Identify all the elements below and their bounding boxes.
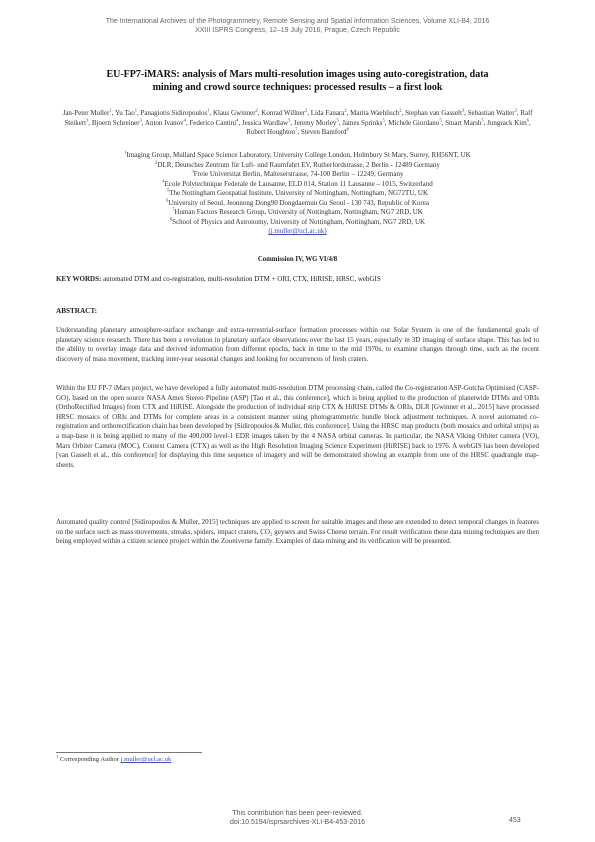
running-header-line1: The International Archives of the Photogrammetry, Remote Sensing and Spatial Information Sciences, Volume XLI-B4, 2016 [105,18,490,25]
footnote [56,753,172,763]
affiliation [40,170,555,180]
affiliation-text: Human Factors Research Group, University of Nottingham, Nottingham, NG7 2RD, UK [174,208,423,216]
author-name: Michele Giordano [388,118,440,127]
author-affiliation-marker: 4 [236,117,239,123]
author-affiliation-marker: 3 [139,117,142,123]
abstract-paragraph-2: Within the EU FP-7 iMars project, we have developed a fully automated multi-resolution DTM processing chain, called the Co-registration ASP-Gotcha Optimised (CASP-GO), based on the open source NASA Ames Stereo Pipeline (ASP) [Tao et al., this conference], which is being applied to the production of planetwide DTMs and ORIs (OrthoRectified Images) from CTX and HiRISE. Alongside the production of individual strip CTX & HiRISE DTMs & ORIs, DLR [Gwinner et al., 2015] have processed HRSC mosaics of ORIs and DTMs for complete areas in a consistent manner using photogrammetric bundle block adjustment techniques. A novel automated co-registration and orthorectification chain has been developed by [Sidiropoulos & Muller, this conference]. Using the HRSC map products (both mosaics and orbital strips) as a map-base it is being applied to many of the 400,000 level-1 EDR images taken by the 4 NASA orbital cameras. In particular, the NASA Viking Orbiter camera (VO), Mars Orbiter Camera (MOC), Context Camera (CTX) as well as the High Resolution Imaging Science Experiment (HiRISE) back to 1976. A webGIS has been developed [van Gasselt et al., this conference] for displaying this time sequence of imagery and will be demonstrated showing an example from one of the HRSC quadrangle map-sheets. [56,384,539,469]
author [115,109,137,117]
affiliation [40,161,555,171]
author [301,128,349,136]
author-affiliation-marker: 5 [481,117,484,123]
author-name: Stephan van Gasselt [405,109,462,117]
author [468,109,517,117]
abstract-paragraph-3: Automated quality control [Sidiropoulos & Muller, 2015] techniques are applied to screen for suitable images and these are extended to detect temporal changes in features on the surface such as mass movements, streaks, spiders, impact craters, CO₂ geysers and Swiss Cheese terrain. For result verification these data mining techniques are then being employed within a citizen science project within the Zooniverse family. Examples of data mining and its verification will be presented. [56,518,539,546]
page-number: 453 [509,817,521,824]
affiliation-marker: 5 [166,187,170,193]
author-affiliation-marker: 1 [109,107,112,113]
author-affiliation-marker: 7 [295,126,298,132]
affiliation [40,180,555,190]
author-affiliation-marker: 1 [134,107,137,113]
author [246,128,297,136]
contact-email-link[interactable]: (j.muller@ucl.ac.uk) [268,227,327,235]
author-affiliation-marker: 2 [305,107,308,113]
author [388,119,441,127]
author-name: Steven Bamford [300,128,347,137]
title-line2: mining and crowd source techniques: processed results – a first look [152,81,443,93]
author-list: Jan-Peter Muller$^1$, Yu Tao$^1$, Panagiotis Sidiropoulos$^1$, Klaus Gwinner$^2$, Konrad Willner$^2$, Lida Fanara$^2$, Marita Waehlisch$^2$, Stephan van Gasselt$^3$, Sebastian Walter$^3$, Ralf Steikert$^3$, Bjoern Schreiner$^3$, Anton Ivanov$^4$, Federico Cantini$^4$, Jessica Wardlaw$^5$, Jeremy Morley$^5$, James Sprinks$^5$, Michele Giordano$^5$, Stuart Marsh$^5$, Jungrack Kim$^6$, Robert Houghton$^7$, Steven Bamford$^8$ [62,107,533,137]
affiliation-marker: 1 [124,149,127,155]
author-name: Yu Tao [114,109,135,117]
author-affiliation-marker: 2 [399,107,402,113]
author-name: Lida Fanara [310,109,345,117]
footnote-marker: 1 [56,753,59,759]
author-name: Jessica Wardlaw [241,118,289,127]
author-name: Jeremy Morley [293,118,337,127]
author [92,119,142,127]
affiliation [40,151,555,161]
affiliation [40,218,555,228]
author-name: Klaus Gwinner [212,109,256,117]
author [189,119,238,127]
author-affiliation-marker: 8 [346,126,349,132]
author [342,119,385,127]
affiliation-text: DLR, Deutsches Zentrum für Luft- und Raumfahrt EV, Rutherfordstrasse, 2 Berlin - 12489 Germany [157,160,440,169]
author-affiliation-marker: 1 [207,107,210,113]
affiliation-text: The Nottingham Geospatial Institute, University of Nottingham, Nottingham, NG72TU, UK [169,189,429,197]
author-affiliation-marker: 3 [514,107,517,113]
author-name: Jungrack Kim [487,118,527,127]
affiliation-text: School of Physics and Astronomy, University of Nottingham, Nottingham, NG7 2RD, UK [172,217,426,226]
affiliation-marker: 2 [155,159,158,165]
author [261,109,307,117]
keywords [56,275,539,283]
title-line1: EU-FP7-iMARS: analysis of Mars multi-resolution images using auto-coregistration, data [106,69,489,80]
author-affiliation-marker: 2 [344,107,347,113]
affiliation-text: University of Seoul, Jeonnong Dong90 Dongdaemun Gu Seoul - 130 743, Republic of Korea [168,198,429,207]
footnote-label: Corresponding Author [58,756,121,763]
affiliation [40,199,555,209]
commission: Commission IV, WG VI/4/8 [257,256,338,263]
author-name: Konrad Willner [261,109,305,117]
affiliation-marker: 6 [166,197,169,203]
author-affiliation-marker: 3 [86,117,89,123]
affiliation-text: Ecole Polytechnique Federale de Lausanne, ELD 014, Station 11 Lausanne – 1015, Switzerland [164,179,433,188]
affiliation-list [40,151,555,237]
author-affiliation-marker: 5 [336,117,339,123]
author-name: Sebastian Walter [467,109,515,117]
author-name: Ralf Steikert [64,109,533,127]
author-affiliation-marker: 2 [255,107,258,113]
author-name: James Sprinks [342,118,383,127]
author-name: Bjoern Schreiner [91,118,140,127]
affiliation [40,189,555,199]
author-affiliation-marker: 6 [526,117,529,123]
author [141,109,210,117]
author-affiliation-marker: 4 [183,117,186,123]
author-affiliation-marker: 5 [439,117,442,123]
author [487,119,529,127]
keywords-text: automated DTM and co-registration, multi-resolution DTM + ORI, CTX, HiRISE, HRSC, webGIS [101,275,381,283]
abstract-heading: ABSTRACT: [56,307,98,315]
author [311,109,347,117]
author [405,109,464,117]
author [242,119,290,127]
author-name: Jan-Peter Muller [62,109,110,117]
author [145,119,186,127]
affiliation-text: Freie Universitat Berlin, Malteserstrasse, 74-100 Berlin – 12249, Germany [193,170,404,178]
abstract-paragraph-1: Understanding planetary atmosphere-surface exchange and extra-terrestrial-surface formation processes within our Solar System is one of the fundamental goals of planetary science research. There has been a revolution in planetary surface observations over the last 15 years, especially in 3D imaging of surface shape. This has led to the ability to overlay image data and derived information from different epochs, back in time to the mid 1970s, to examine changes through time, such as the recent discovery of mass movement, tracking inter-year seasonal changes and looking for occurrences of fresh craters. [56,326,539,363]
author-name: Marita Waehlisch [350,109,400,117]
affiliation-marker: 8 [169,216,173,222]
author-affiliation-marker: 5 [382,117,385,123]
keywords-label: KEY WORDS: [56,275,102,283]
author-name: Anton Ivanov [144,118,184,127]
author-name: Robert Houghton [246,128,296,137]
paper-title [60,69,535,94]
author [350,109,402,117]
author [213,109,258,117]
footnote-email-link[interactable]: j.muller@ucl.ac.uk [120,756,172,763]
author [445,119,484,127]
footnote-rule [56,752,202,753]
author-name: Stuart Marsh [445,118,482,127]
author-name: Federico Cantini [189,118,237,127]
author-name: Panagiotis Sidiropoulos [140,109,208,117]
affiliation-marker: 3 [191,168,194,174]
running-header-line2: XXIII ISPRS Congress, 12–19 July 2016, Prague, Czech Republic [195,27,400,34]
contact-email [40,227,555,237]
author-affiliation-marker: 5 [288,117,291,123]
author-affiliation-marker: 3 [461,107,465,113]
footer-doi[interactable]: doi:10.5194/isprsarchives-XLI-B4-453-2016 [229,819,366,826]
affiliation-marker: 4 [162,178,165,184]
author [294,119,339,127]
affiliation-text: Imaging Group, Mullard Space Science Laboratory, University College London, Holmbury St Mary, Surrey, RH56NT, UK [126,151,471,159]
footer-review-note: This contribution has been peer-reviewed. [232,810,363,817]
affiliation-marker: 7 [172,206,175,212]
affiliation [40,208,555,218]
author [63,109,112,117]
